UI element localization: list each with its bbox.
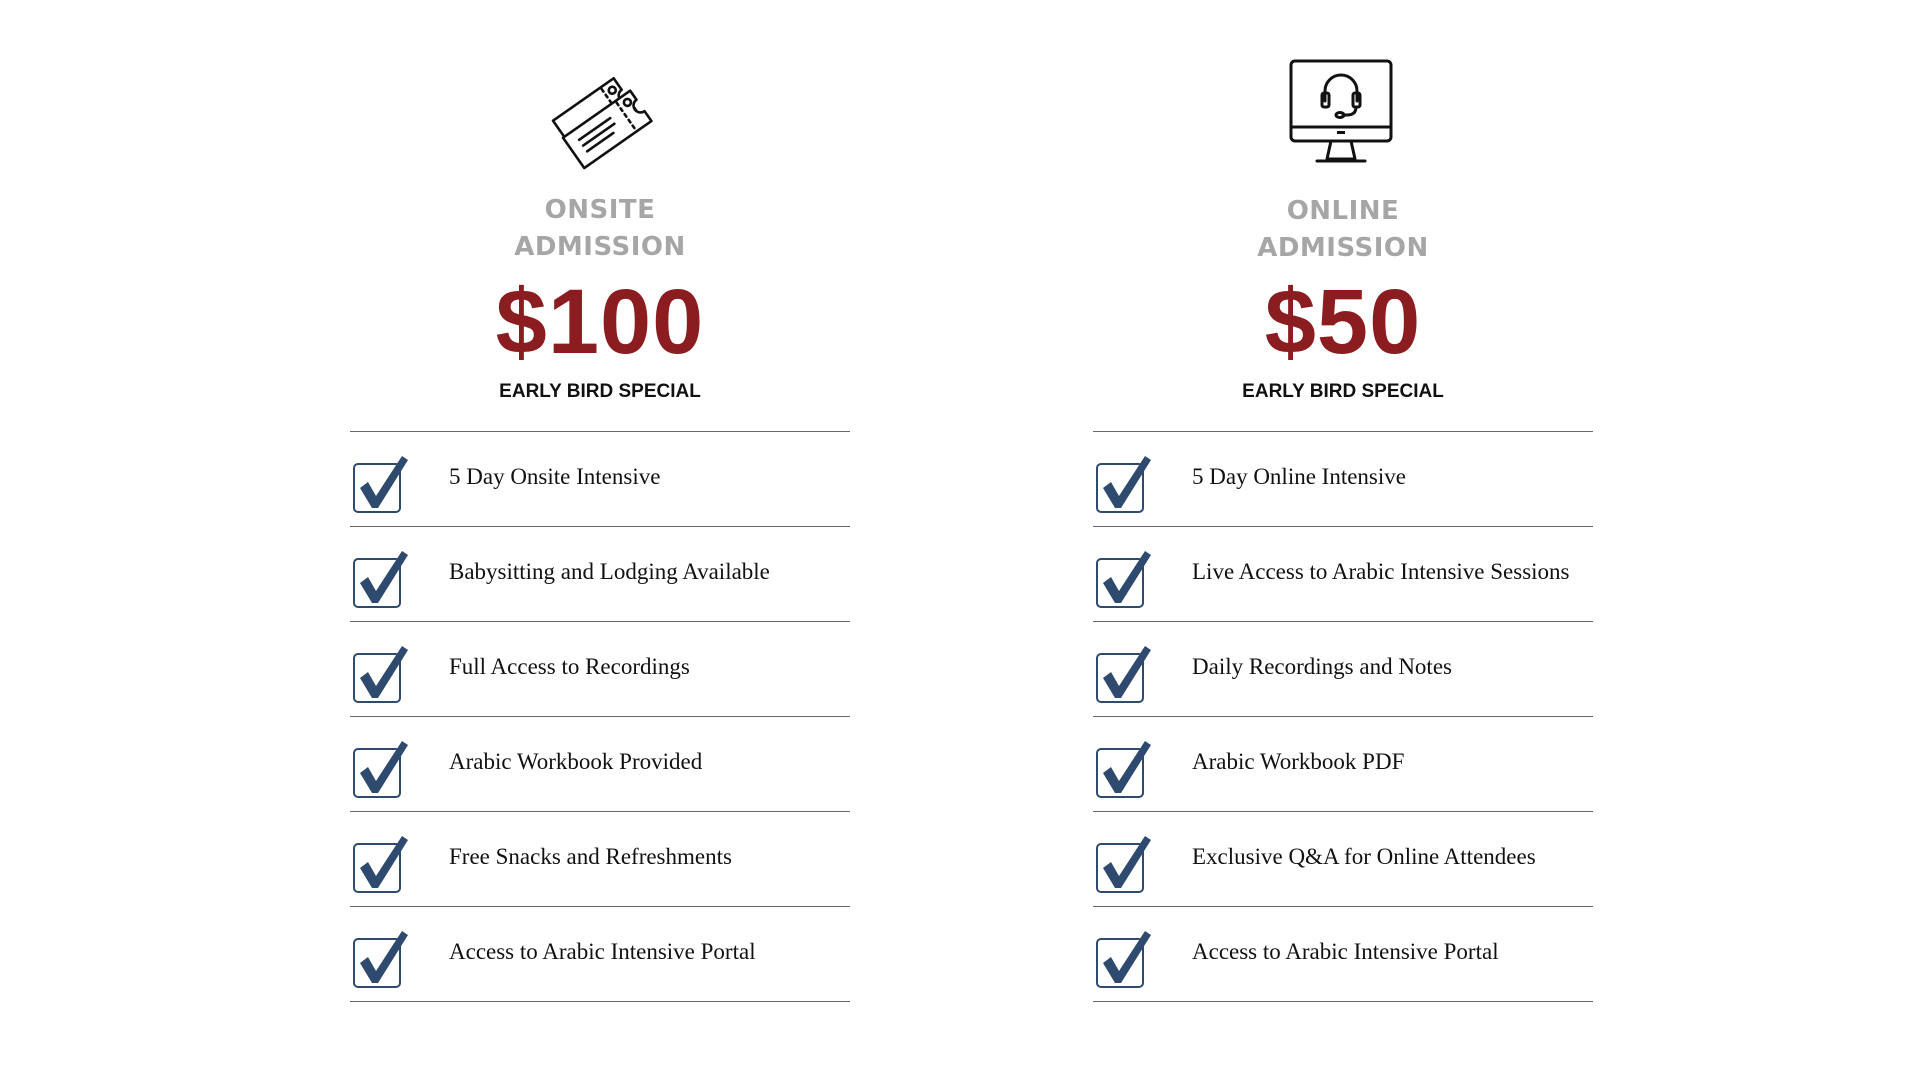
- plan-title: [350, 192, 850, 266]
- checkbox-checked-icon: [1095, 832, 1159, 896]
- feature-item: [350, 907, 850, 1002]
- feature-item: [350, 432, 850, 527]
- checkbox-checked-icon: [352, 832, 416, 896]
- plan-price: $100: [495, 271, 705, 373]
- feature-item: [350, 622, 850, 717]
- monitor-headset-icon: [1281, 55, 1401, 175]
- feature-item: [350, 812, 850, 907]
- checkbox-checked-icon: [1095, 642, 1159, 706]
- plan-title: [1093, 193, 1593, 267]
- plan-title-line2: ADMISSION: [1257, 233, 1429, 263]
- plan-title-line1: ONLINE: [1286, 196, 1400, 226]
- checkbox-checked-icon: [1095, 737, 1159, 801]
- feature-item: [1093, 432, 1593, 527]
- feature-label: Arabic Workbook Provided: [449, 749, 703, 774]
- checkbox-checked-icon: [352, 452, 416, 516]
- checkbox-checked-icon: [1095, 547, 1159, 611]
- feature-item: [350, 717, 850, 812]
- feature-label: Full Access to Recordings: [449, 654, 690, 679]
- checkbox-checked-icon: [352, 737, 416, 801]
- feature-list: [350, 431, 850, 1002]
- feature-label: Daily Recordings and Notes: [1192, 654, 1452, 679]
- feature-item: [1093, 527, 1593, 622]
- plan-subtitle: EARLY BIRD SPECIAL: [1242, 381, 1444, 402]
- checkbox-checked-icon: [1095, 452, 1159, 516]
- feature-list: [1093, 431, 1593, 1002]
- feature-label: Access to Arabic Intensive Portal: [449, 939, 756, 964]
- feature-item: [350, 527, 850, 622]
- feature-item: [1093, 622, 1593, 717]
- tickets-icon: [543, 55, 663, 175]
- feature-item: [1093, 717, 1593, 812]
- feature-label: 5 Day Onsite Intensive: [449, 464, 661, 489]
- feature-item: [1093, 812, 1593, 907]
- feature-label: Free Snacks and Refreshments: [449, 844, 732, 869]
- checkbox-checked-icon: [352, 547, 416, 611]
- feature-label: Babysitting and Lodging Available: [449, 559, 770, 584]
- plan-subtitle: EARLY BIRD SPECIAL: [499, 381, 701, 402]
- feature-item: [1093, 907, 1593, 1002]
- feature-label: Arabic Workbook PDF: [1192, 749, 1405, 774]
- feature-label: Access to Arabic Intensive Portal: [1192, 939, 1499, 964]
- plan-title-line1: ONSITE: [544, 195, 656, 225]
- feature-label: Exclusive Q&A for Online Attendees: [1192, 844, 1536, 869]
- feature-label: 5 Day Online Intensive: [1192, 464, 1406, 489]
- feature-label: Live Access to Arabic Intensive Sessions: [1192, 559, 1570, 584]
- checkbox-checked-icon: [1095, 927, 1159, 991]
- plan-title-line2: ADMISSION: [514, 232, 686, 262]
- checkbox-checked-icon: [352, 642, 416, 706]
- plan-price: $50: [1264, 271, 1422, 373]
- checkbox-checked-icon: [352, 927, 416, 991]
